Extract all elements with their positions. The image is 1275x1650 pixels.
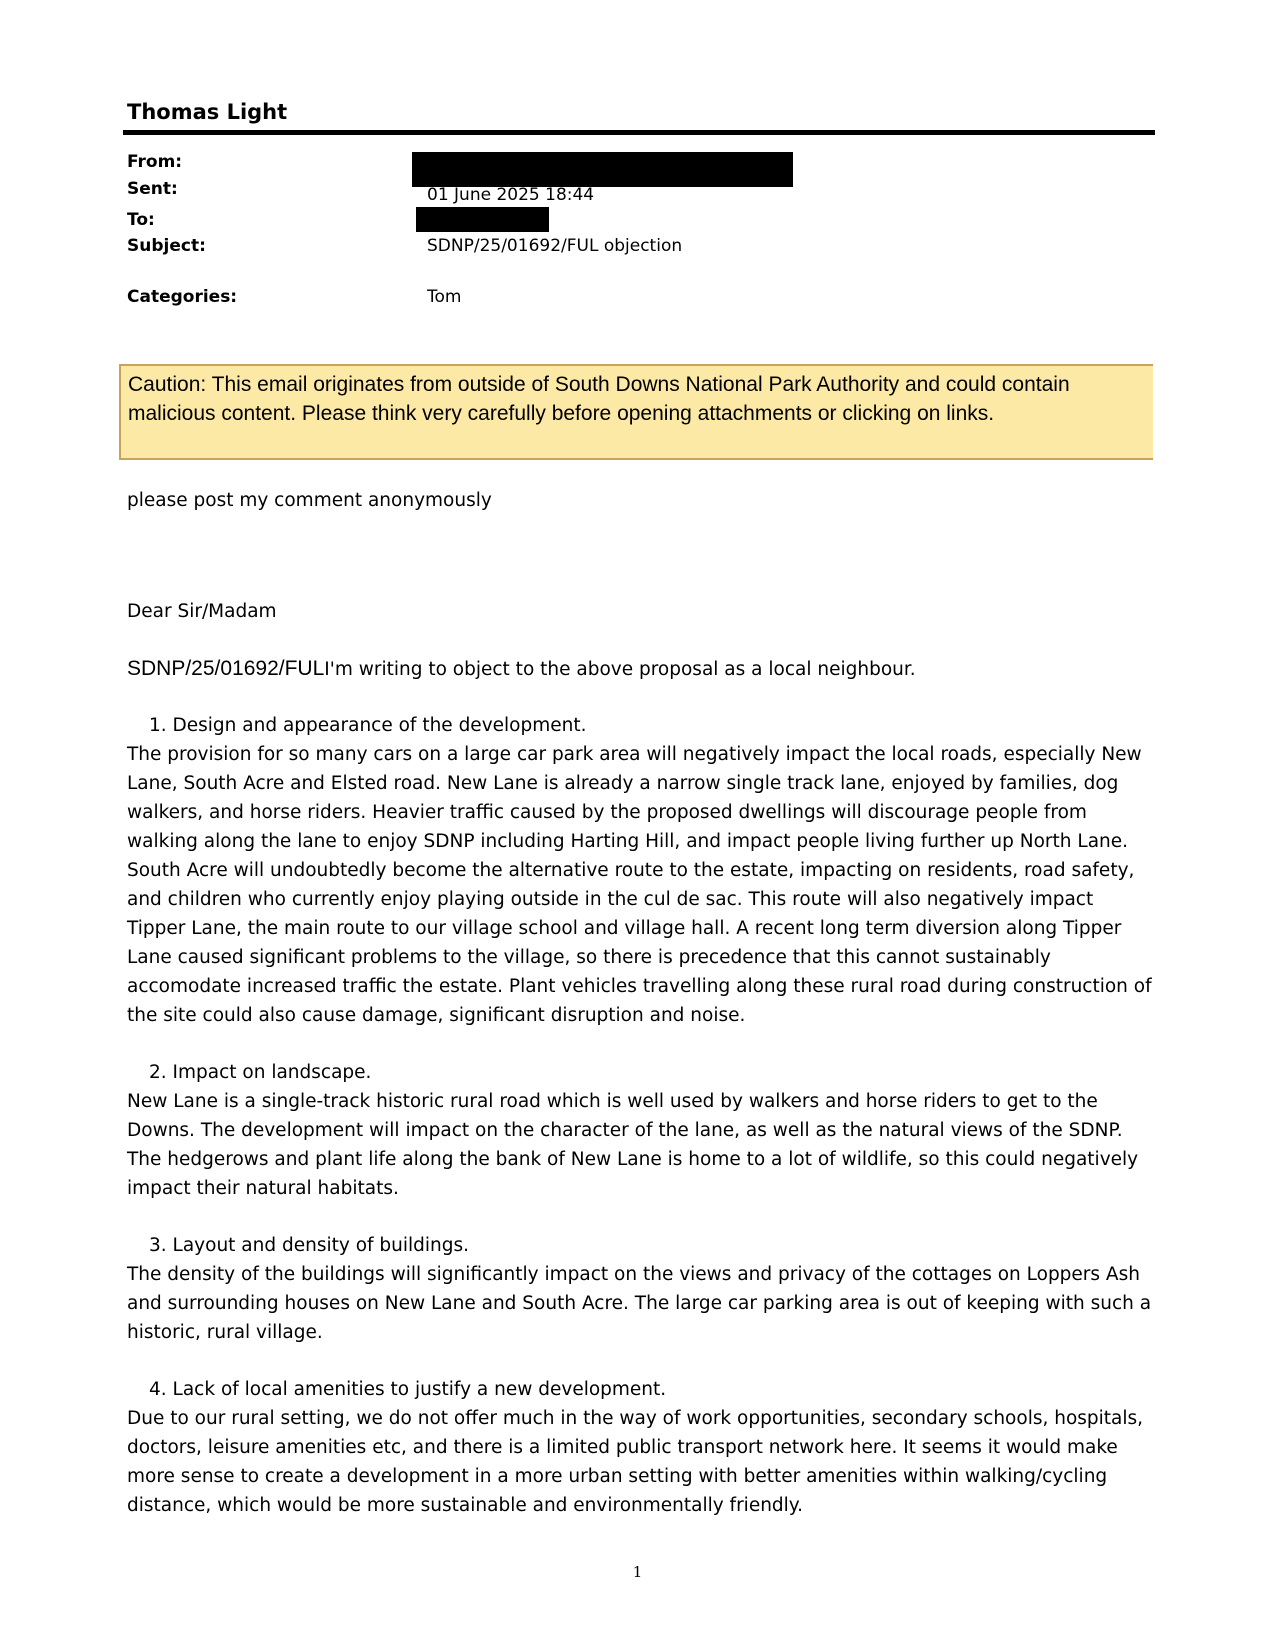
categories-value: Tom [427,287,462,307]
caution-banner [119,364,1153,460]
greeting: Dear Sir/Madam [127,601,277,622]
section-4-paragraph-1: Due to our rural setting, we do not offer much in the way of work opportunities, secondary schools, hospitals, doctors, leisure amenities etc, and there is a limited public transport network here. It seems it would make more sense to create a development in a more urban setting with better amenities within walking/cycling distance, which would be more sustainable and environmentally friendly. [127,1408,1144,1516]
section-3-heading: 3. Layout and density of buildings. [149,1235,470,1256]
section-2-paragraph-1: New Lane is a single-track historic rural road which is well used by walkers and horse riders to get to the Downs. The development will impact on the character of the lane, as well as the natural views of the SDNP. The hedgerows and plant life along the bank of New Lane is home to a lot of wildlife, so this could negatively impact their natural habitats. [127,1091,1139,1199]
section-3-paragraph-1: The density of the buildings will significantly impact on the views and privacy of the cottages on Loppers Ash and surrounding houses on New Lane and South Acre. The large car parking area is out of keeping with such a historic, rural village. [127,1264,1152,1343]
page-number: 1 [632,1563,643,1581]
anonymity-request: please post my comment anonymously [127,490,492,511]
subject-label: Subject: [127,236,206,256]
section-1-paragraph-1: The provision for so many cars on a large car park area will negatively impact the local roads, especially New Lane, South Acre and Elsted road. New Lane is already a narrow single track lane, enjoyed by families, dog walkers, and horse riders. Heavier traffic caused by the proposed dwellings will discourage people from walking along the lane to enjoy SDNP including Harting Hill, and impact people living further up North Lane. [127,744,1142,852]
caution-text: Caution: This email originates from outside of South Downs National Park Authority and could contain malicious content. Please think very carefully before opening attachments or clicking on links. [128,373,1070,425]
section-1-heading: 1. Design and appearance of the development. [149,715,587,736]
reference-code: SDNP/25/01692/FUL [127,657,325,680]
categories-label: Categories: [127,287,238,307]
from-redaction [412,152,793,187]
section-1-paragraph-2: South Acre will undoubtedly become the alternative route to the estate, impacting on residents, road safety, and children who currently enjoy playing outside in the cul de sac. This route will also negatively impact Tipper Lane, the main route to our village school and village hall. A recent long term diversion along Tipper Lane caused significant problems to the village, so there is precedence that this cannot sustainably accomodate increased traffic the estate. Plant vehicles travelling along these rural road during construction of the site could also cause damage, significant disruption and noise. [127,860,1152,1026]
objection-body [127,711,1157,1520]
section-4-heading: 4. Lack of local amenities to justify a new development. [149,1379,667,1400]
sent-value: 01 June 2025 18:44 [427,185,595,205]
from-label: From: [127,152,183,172]
to-redaction [416,207,549,232]
section-2-heading: 2. Impact on landscape. [149,1062,372,1083]
to-label: To: [127,210,155,230]
page-title: Thomas Light [127,100,288,124]
title-divider [123,130,1155,135]
sent-label: Sent: [127,179,178,199]
intro-text: I'm writing to object to the above proposal as a local neighbour. [324,659,916,680]
intro-line [127,654,1157,684]
subject-value: SDNP/25/01692/FUL objection [427,236,683,256]
